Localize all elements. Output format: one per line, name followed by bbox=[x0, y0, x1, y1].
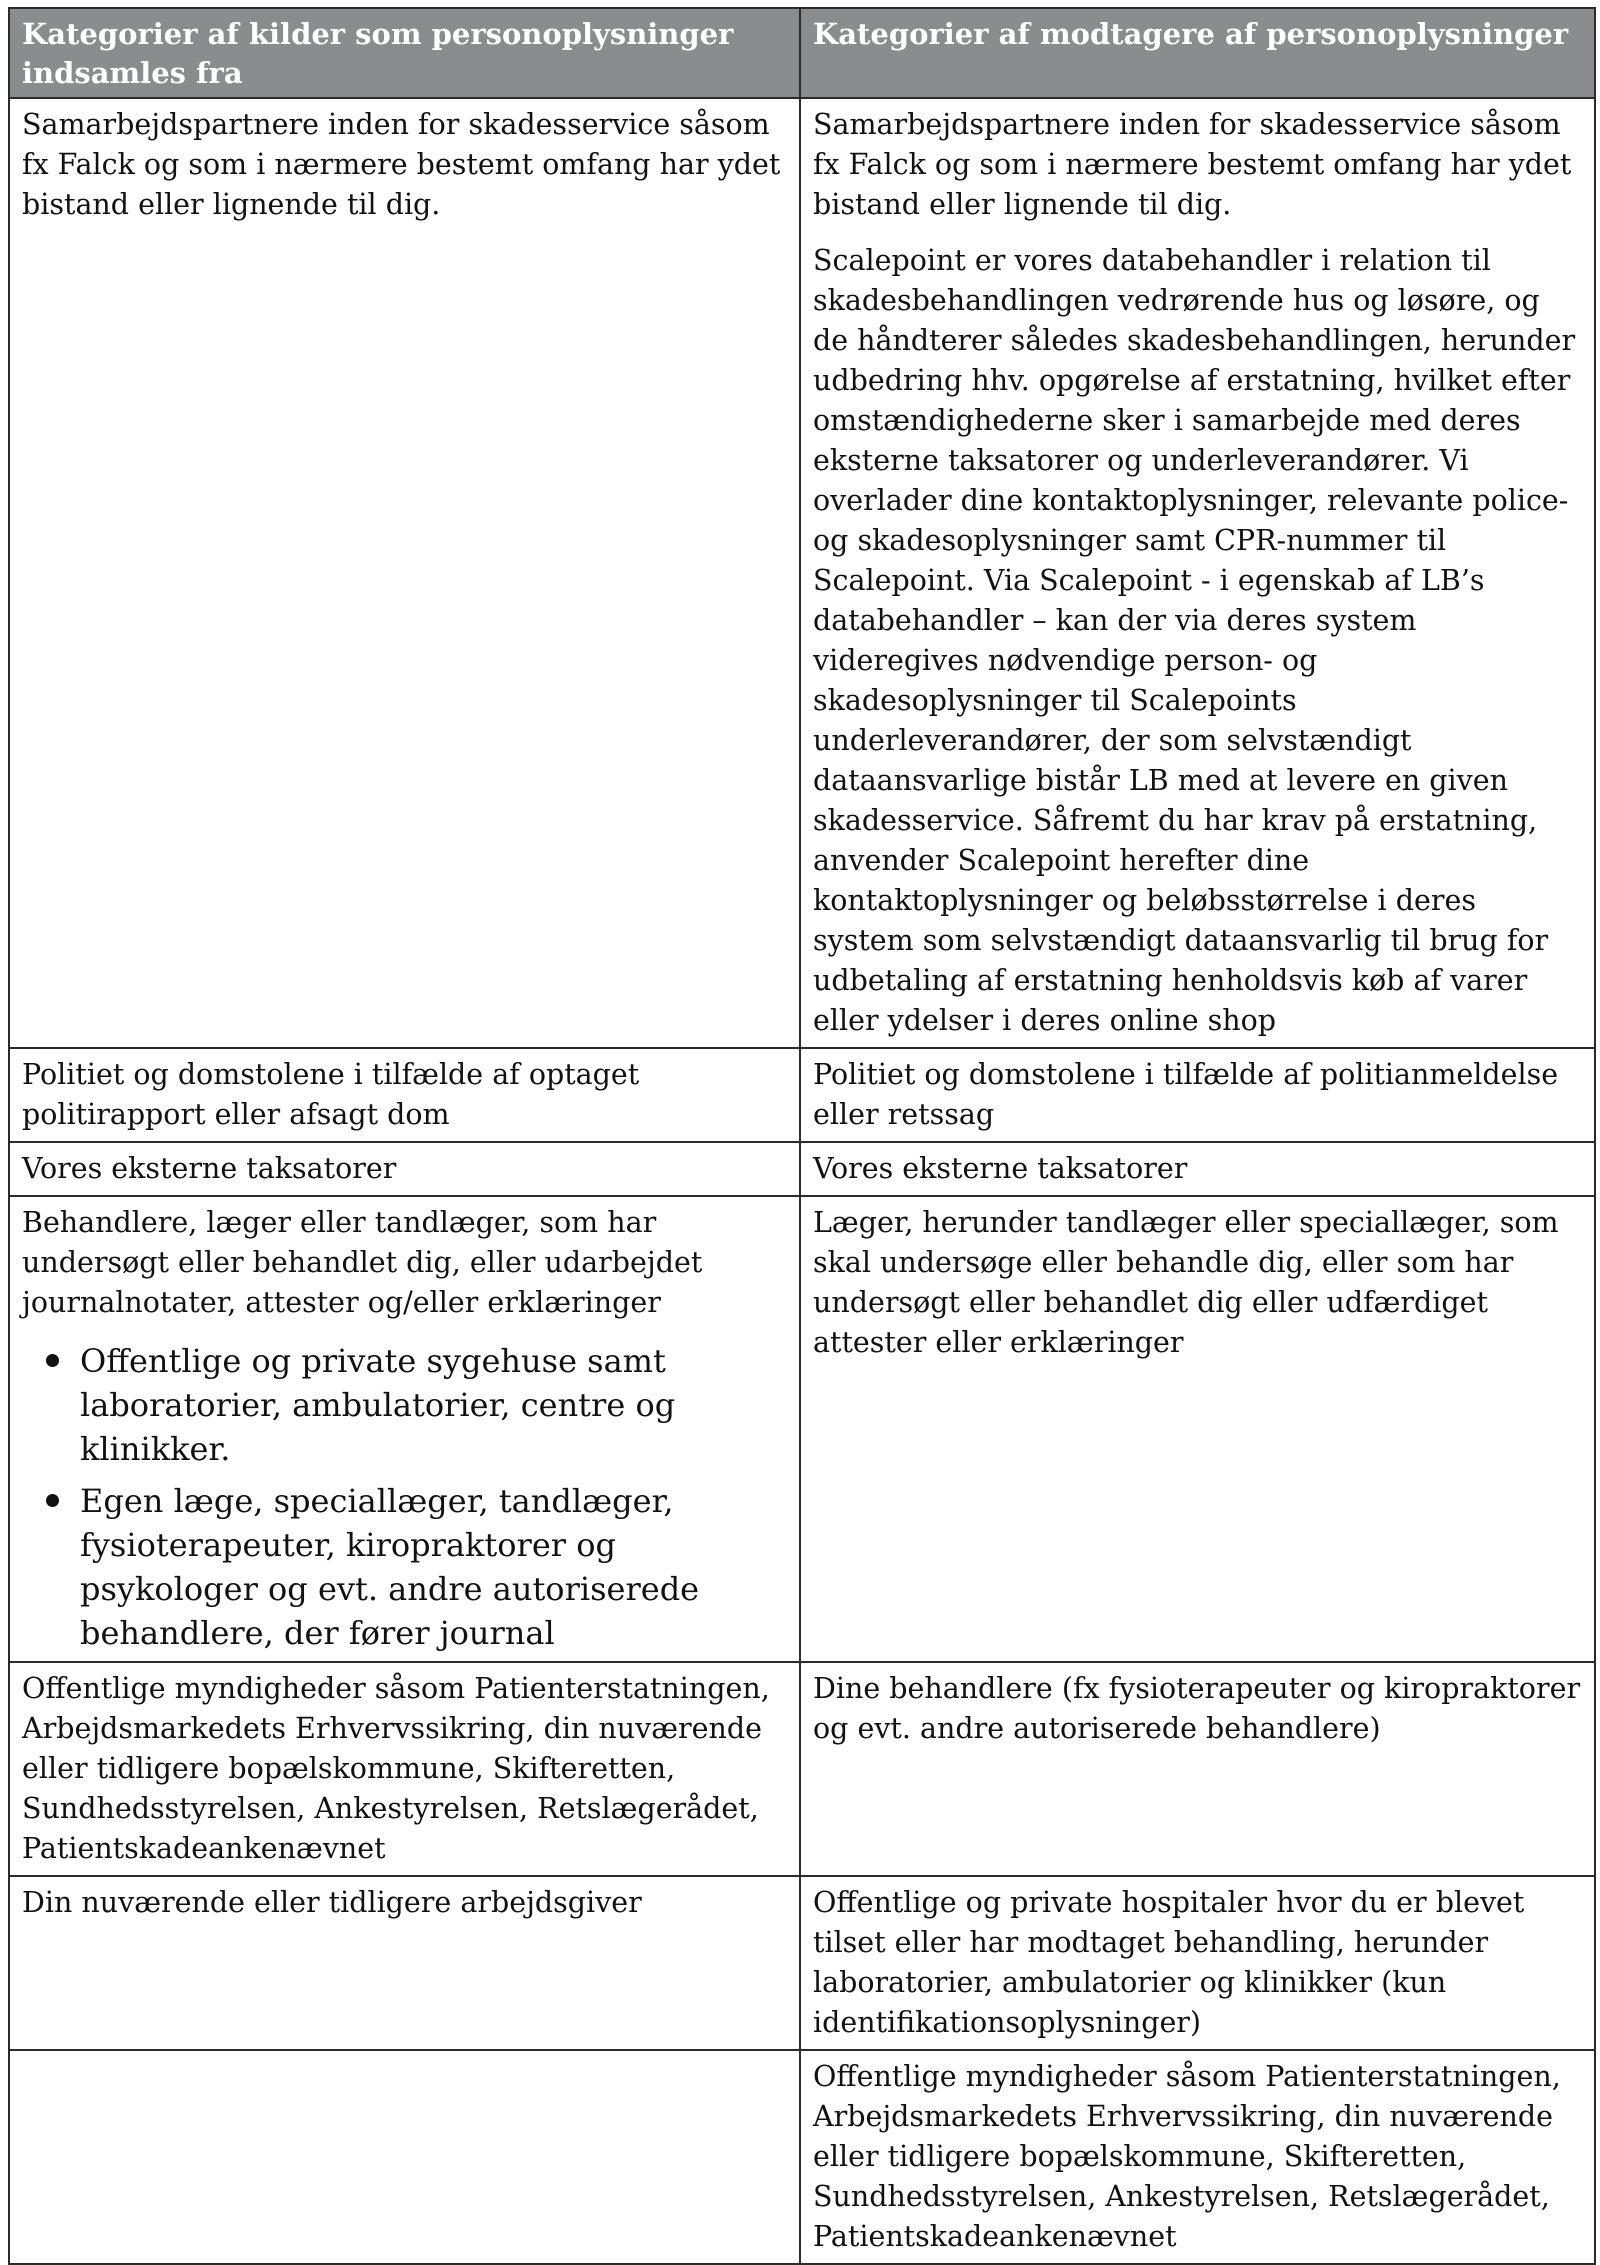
bullet-dot-icon bbox=[46, 1494, 59, 1507]
bullet-item bbox=[80, 1339, 787, 1471]
source-cell bbox=[9, 1048, 800, 1142]
recipient-cell bbox=[800, 1662, 1595, 1876]
cell-text: Politiet og domstolene i tilfælde af politianmeldelse eller retssag bbox=[813, 1058, 1559, 1131]
source-bullet-list bbox=[22, 1339, 787, 1655]
cell-text: Politiet og domstolene i tilfælde af optaget politirapport eller afsagt dom bbox=[22, 1058, 640, 1131]
cell-text: Vores eksterne taksatorer bbox=[813, 1152, 1188, 1185]
recipient-cell bbox=[800, 1876, 1595, 2050]
table-row bbox=[9, 98, 1595, 1048]
table-row bbox=[9, 1048, 1595, 1142]
cell-text: Samarbejdspartnere inden for skadesservice såsom fx Falck og som i nærmere bestemt omfang har ydet bistand eller lignende til dig. bbox=[22, 108, 781, 221]
table-row bbox=[9, 1662, 1595, 1876]
bullet-text: Egen læge, speciallæger, tandlæger, fysioterapeuter, kiropraktorer og psykologer og evt. andre autoriserede behandlere, der fører journal bbox=[80, 1482, 700, 1652]
cell-text: Behandlere, læger eller tandlæger, som har undersøgt eller behandlet dig, eller udarbejdet journalnotater, attester og/eller erklæringer bbox=[22, 1206, 703, 1319]
bullet-item bbox=[80, 1479, 787, 1655]
recipient-cell bbox=[800, 1142, 1595, 1196]
cell-text: Vores eksterne taksatorer bbox=[22, 1152, 397, 1185]
table-row bbox=[9, 2050, 1595, 2264]
cell-text: Læger, herunder tandlæger eller speciallæger, som skal undersøge eller behandle dig, eller som har undersøgt eller behandlet dig eller udfærdiget attester eller erklæringer bbox=[813, 1206, 1559, 1359]
table-row bbox=[9, 1142, 1595, 1196]
recipient-cell bbox=[800, 98, 1595, 1048]
source-cell bbox=[9, 1876, 800, 2050]
recipient-cell bbox=[800, 1196, 1595, 1662]
cell-text: Samarbejdspartnere inden for skadesservice såsom fx Falck og som i nærmere bestemt omfang har ydet bistand eller lignende til dig. bbox=[813, 108, 1572, 221]
bullet-dot-icon bbox=[46, 1354, 59, 1367]
cell-text: Din nuværende eller tidligere arbejdsgiver bbox=[22, 1886, 642, 1919]
table-row bbox=[9, 1196, 1595, 1662]
personal-data-categories-table bbox=[8, 7, 1596, 2265]
cell-text: Offentlige myndigheder såsom Patienterstatningen, Arbejdsmarkedets Erhvervssikring, din nuværende eller tidligere bopælskommune, Skifteretten, Sundhedsstyrelsen, Ankestyrelsen, Retslægerådet, Patientskadeankenævnet bbox=[813, 2060, 1561, 2253]
source-cell bbox=[9, 98, 800, 1048]
table-header-row bbox=[9, 8, 1595, 98]
cell-text: Offentlige og private hospitaler hvor du er blevet tilset eller har modtaget behandling, herunder laboratorier, ambulatorier og klinikker (kun identifikationsoplysninger) bbox=[813, 1886, 1525, 2039]
recipient-cell bbox=[800, 1048, 1595, 1142]
header-sources: Kategorier af kilder som personoplysninger indsamles fra bbox=[9, 8, 800, 98]
source-cell bbox=[9, 1662, 800, 1876]
cell-text: Dine behandlere (fx fysioterapeuter og kiropraktorer og evt. andre autoriserede behandlere) bbox=[813, 1672, 1581, 1745]
source-cell bbox=[9, 1196, 800, 1662]
cell-text: Scalepoint er vores databehandler i relation til skadesbehandlingen vedrørende hus og løsøre, og de håndterer således skadesbehandlingen, herunder udbedring hhv. opgørelse af erstatning, hvilket efter omstændighederne sker i samarbejde med deres eksterne taksatorer og underleverandører. Vi overlader dine kontaktoplysninger, relevante police- og skadesoplysninger samt CPR-nummer til Scalepoint. Via Scalepoint - i egenskab af LB’s databehandler – kan der via deres system videregives nødvendige person- og skadesoplysninger til Scalepoints underleverandører, der som selvstændigt dataansvarlige bistår LB med at levere en given skadesservice. Såfremt du har krav på erstatning, anvender Scalepoint herefter dine kontaktoplysninger og beløbsstørrelse i deres system som selvstændigt dataansvarlig til brug for udbetaling af erstatning henholdsvis køb af varer eller ydelser i deres online shop bbox=[813, 244, 1576, 1037]
source-cell-empty bbox=[9, 2050, 800, 2264]
header-recipients: Kategorier af modtagere af personoplysninger bbox=[800, 8, 1595, 98]
recipient-cell bbox=[800, 2050, 1595, 2264]
source-cell bbox=[9, 1142, 800, 1196]
bullet-text: Offentlige og private sygehuse samt laboratorier, ambulatorier, centre og klinikker. bbox=[80, 1342, 676, 1468]
table-row bbox=[9, 1876, 1595, 2050]
cell-text: Offentlige myndigheder såsom Patienterstatningen, Arbejdsmarkedets Erhvervssikring, din nuværende eller tidligere bopælskommune, Skifteretten, Sundhedsstyrelsen, Ankestyrelsen, Retslægerådet, Patientskadeankenævnet bbox=[22, 1672, 770, 1865]
